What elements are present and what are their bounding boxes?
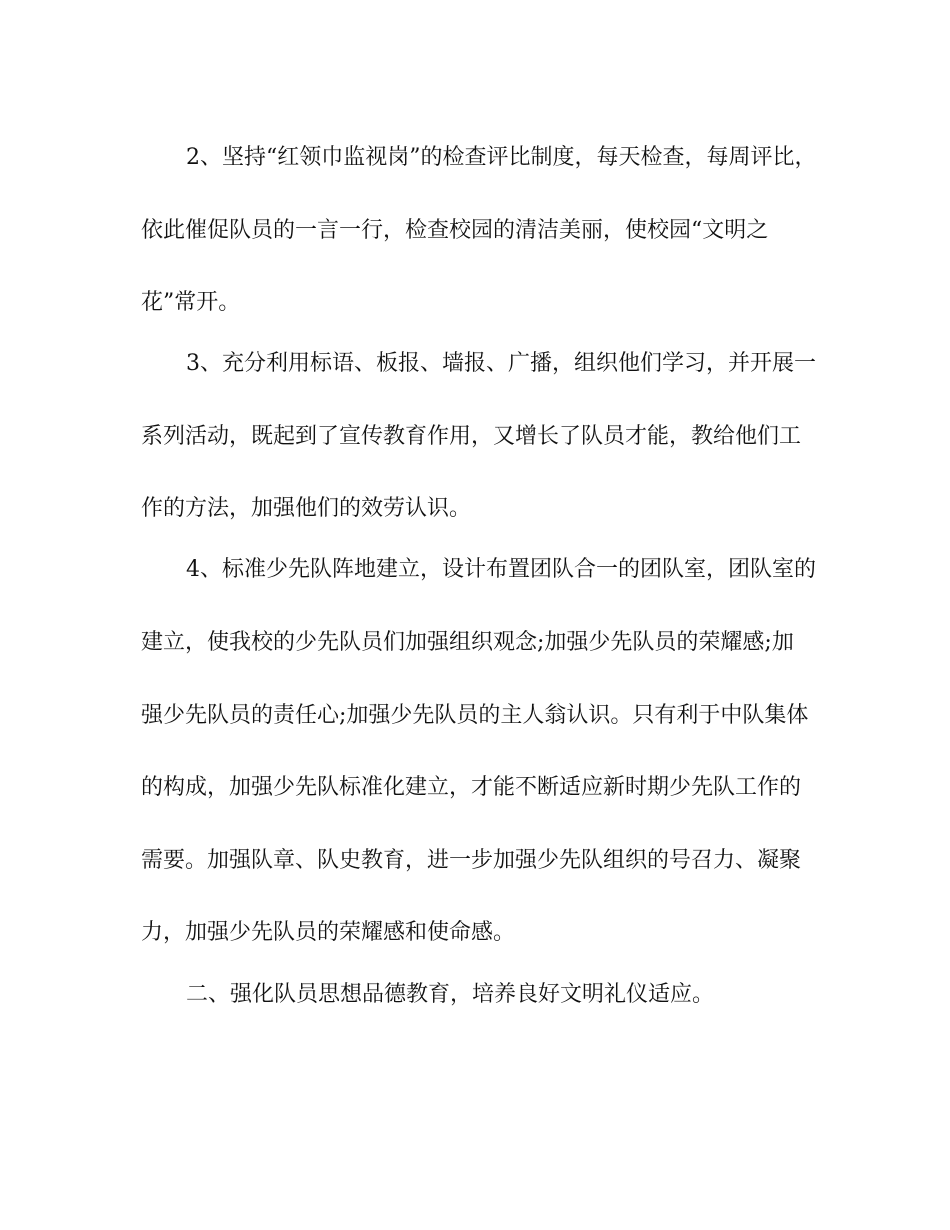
section-heading-2: 二、强化队员思想品德教育，培养良好文明礼仪适应。 [186, 982, 715, 1007]
paragraph-4-line-5: 需要。加强队章、队史教育，进一步加强少先队组织的号召力、凝聚 [141, 848, 802, 873]
paragraph-3-line-3: 作的方法，加强他们的效劳认识。 [141, 496, 472, 521]
paragraph-4-line-4: 的构成，加强少先队标准化建立，才能不断适应新时期少先队工作的 [141, 775, 802, 800]
paragraph-4-line-6: 力，加强少先队员的荣耀感和使命感。 [141, 920, 516, 945]
paragraph-2-line-2: 依此催促队员的一言一行，检查校园的清洁美丽，使校园“文明之 [141, 218, 769, 243]
paragraph-4-line-2: 建立，使我校的少先队员们加强组织观念;加强少先队员的荣耀感;加 [141, 630, 794, 655]
paragraph-2-line-1: 2、坚持“红领巾监视岗”的检查评比制度，每天检查，每周评比， [186, 145, 817, 170]
paragraph-4-line-1: 4、标准少先队阵地建立，设计布置团队合一的团队室，团队室的 [186, 557, 816, 582]
paragraph-3-line-1: 3、充分利用标语、板报、墙报、广播，组织他们学习，并开展一 [186, 351, 816, 376]
paragraph-3-line-2: 系列活动，既起到了宣传教育作用，又增长了队员才能，教给他们工 [141, 424, 802, 449]
paragraph-2-line-3: 花”常开。 [141, 290, 241, 315]
paragraph-4-line-3: 强少先队员的责任心;加强少先队员的主人翁认识。只有利于中队集体 [141, 703, 809, 728]
